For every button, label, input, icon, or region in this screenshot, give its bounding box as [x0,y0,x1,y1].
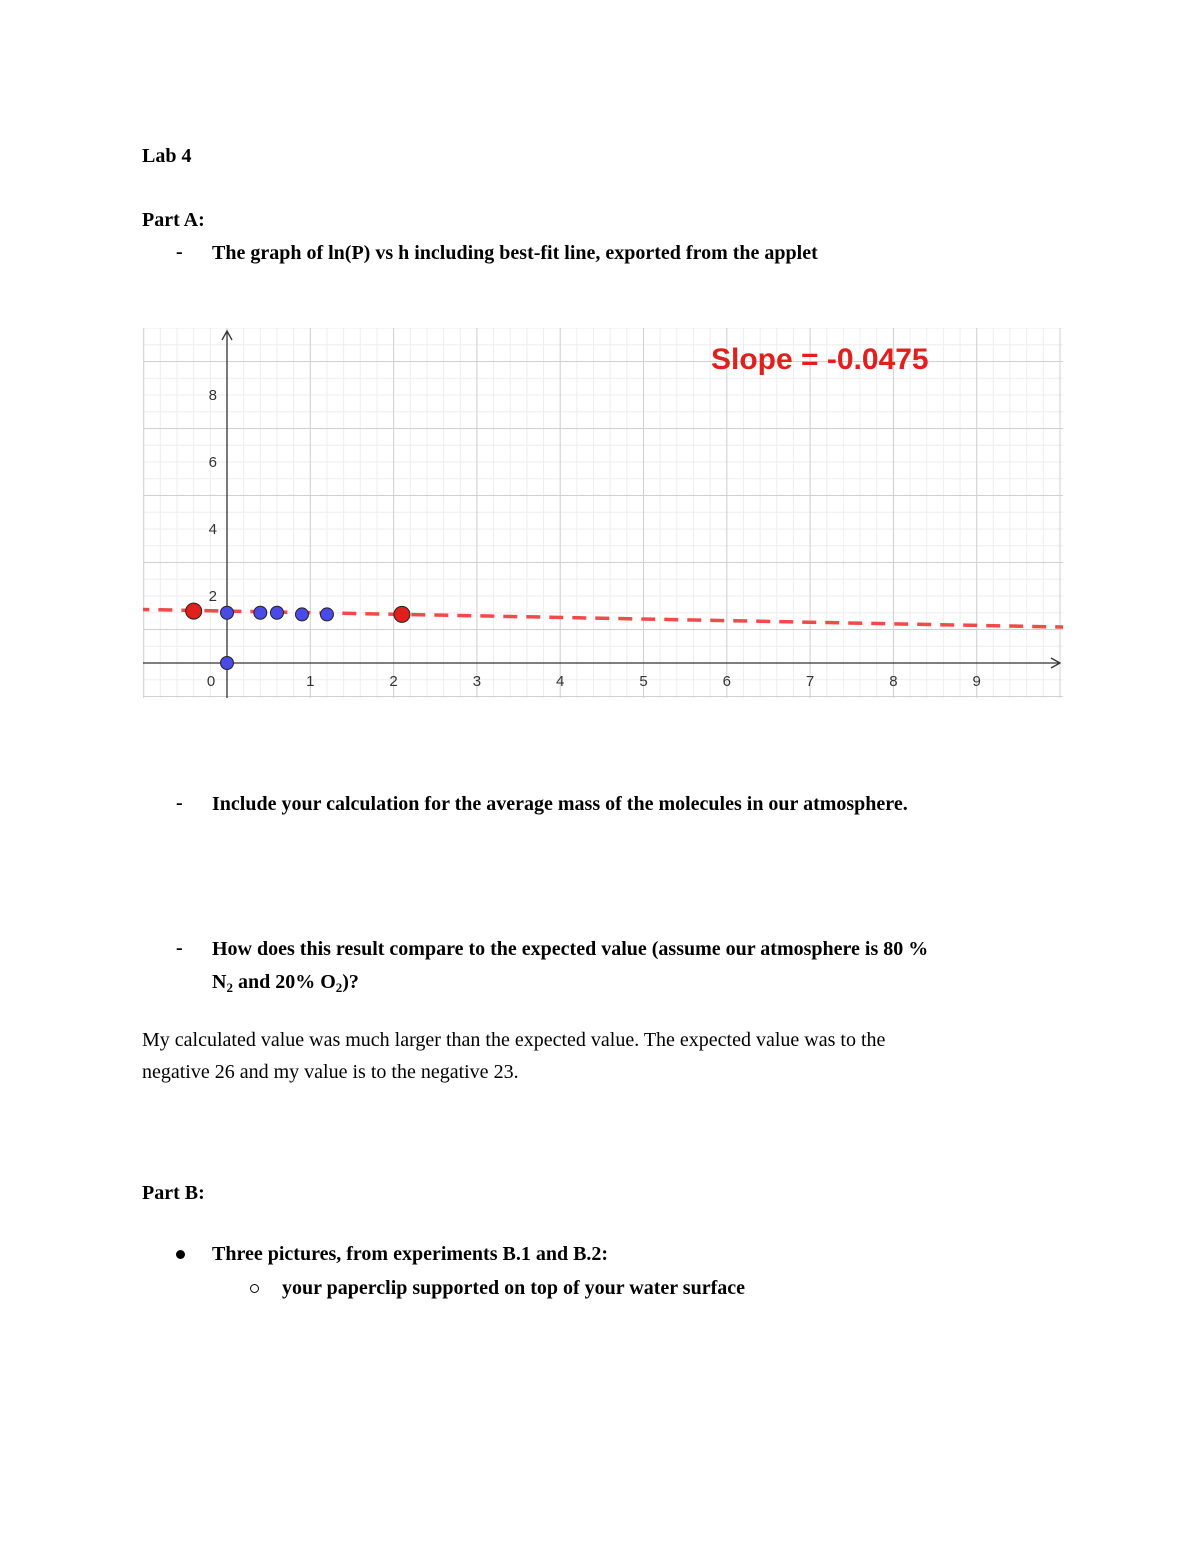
x-tick-label: 2 [389,673,398,690]
data-point [394,606,410,622]
dash-bullet: - [176,241,183,263]
x-tick-label: 9 [972,673,981,690]
x-tick-label: 5 [639,673,648,690]
y-tick-label: 2 [208,588,217,605]
data-point [270,606,283,619]
slope-annotation: Slope = -0.0475 [711,343,929,376]
y-tick-label: 8 [208,387,217,404]
data-point [295,608,308,621]
ln-p-vs-h-graph [143,328,1063,698]
data-point [221,606,234,619]
data-point [254,606,267,619]
x-tick-label: 3 [472,673,482,690]
x-tick-label: 6 [722,673,731,690]
x-tick-label: 4 [556,673,565,690]
bullet-dot-icon [176,1250,185,1259]
answer-paragraph [142,1024,1042,1088]
part-a-item-compare-line1: How does this result compare to the expected value (assume our atmosphere is 80 % [212,938,929,960]
part-b-subitem-paperclip: your paperclip supported on top of your water surface [282,1277,745,1299]
dash-bullet: - [176,792,183,814]
oxygen-subscript: 2 [335,980,343,995]
x-tick-label: 7 [805,673,815,690]
dash-bullet: - [176,937,183,959]
part-a-item-calculation: Include your calculation for the average mass of the molecules in our atmosphere. [212,793,908,815]
nitrogen-symbol: N [212,971,227,993]
data-point [186,603,202,619]
compare-mid-text: and 20% O [232,971,336,993]
x-tick-label: 1 [306,673,315,690]
y-tick-label: 4 [208,521,217,538]
part-b-item-pictures: Three pictures, from experiments B.1 and B.2: [212,1243,609,1265]
part-a-item-compare-line2 [212,970,359,994]
x-tick-label: 8 [889,673,898,690]
answer-line-2: negative 26 and my value is to the negative 23. [142,1061,519,1083]
doc-title: Lab 4 [142,145,192,167]
compare-end-text: )? [342,971,359,993]
part-b-heading: Part B: [142,1182,205,1204]
data-point [320,608,333,621]
part-a-heading: Part A: [142,209,205,231]
answer-line-1: My calculated value was much larger than the expected value. The expected value was to the [142,1029,886,1051]
x-tick-label: 0 [206,673,216,690]
y-tick-label: 6 [208,454,217,471]
nitrogen-subscript: 2 [226,980,233,995]
part-a-item-graph: The graph of ln(P) vs h including best-fit line, exported from the applet [212,242,818,264]
data-point [221,657,234,670]
bullet-circle-icon [250,1284,259,1293]
